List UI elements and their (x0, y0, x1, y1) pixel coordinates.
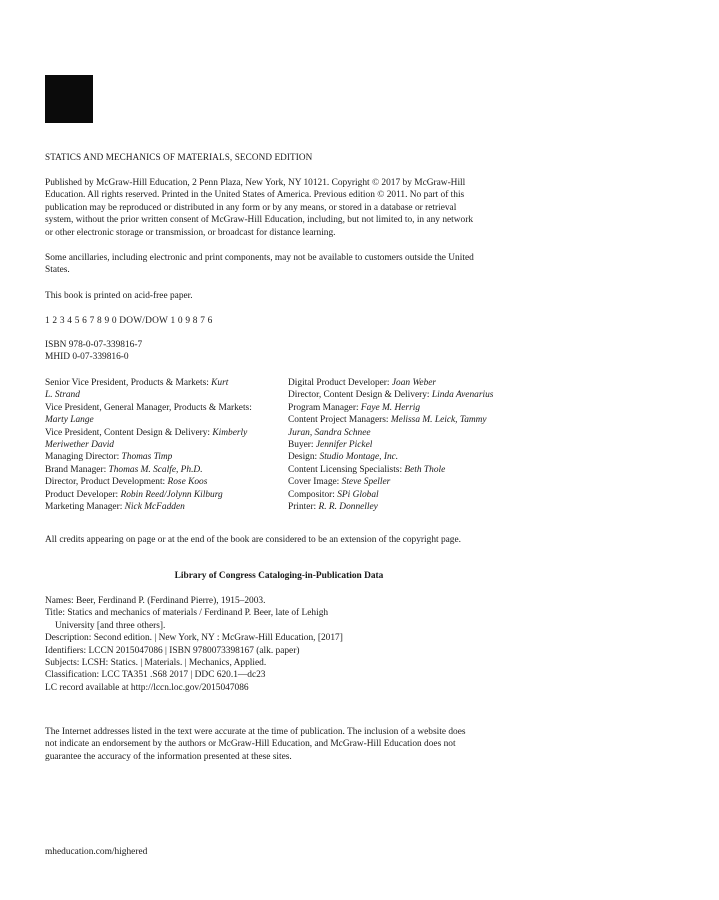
staff-name: Jennifer Pickel (315, 440, 373, 451)
loc-line: Description: Second edition. | New York, NY : McGraw-Hill Education, [2017] (45, 633, 343, 644)
staff-credits-left-column (45, 377, 281, 513)
staff-name: Studio Montage, Inc. (319, 452, 399, 463)
loc-line: Names: Beer, Ferdinand P. (Ferdinand Pierre), 1915–2003. (45, 596, 266, 606)
staff-name: Faye M. Herrig (360, 402, 421, 413)
book-title: STATICS AND MECHANICS OF MATERIALS, SECOND EDITION (45, 152, 313, 162)
internet-disclaimer (45, 726, 517, 763)
staff-entry (288, 439, 518, 451)
staff-role: Buyer: (288, 440, 316, 451)
staff-role: Compositor: (288, 489, 338, 500)
staff-entry (45, 414, 281, 426)
credits-note: All credits appearing on page or at the end of the book are considered to be an extension of the copyright page. (45, 535, 462, 545)
loc-line: Subjects: LCSH: Statics. | Materials. | Mechanics, Applied. (45, 658, 267, 669)
staff-entry (45, 451, 281, 463)
staff-name: Marty Lange (45, 415, 94, 426)
staff-name: Juran, Sandra Schnee (288, 427, 371, 438)
text-line: Education. All rights reserved. Printed in the United States of America. Previous edition © 2011. No part of this (45, 190, 465, 201)
staff-entry (45, 439, 281, 451)
staff-entry (45, 402, 281, 414)
staff-role: Content Project Managers: (288, 415, 391, 426)
staff-role: Vice President, Content Design & Delivery: (45, 427, 213, 438)
text-line: Some ancillaries, including electronic and print components, may not be available to customers outside the United (45, 253, 474, 263)
text-line: publication may be reproduced or distributed in any form or by any means, or stored in a database or retrieval (45, 202, 457, 213)
staff-role: Printer: (288, 502, 319, 513)
staff-name: R. R. Donnelley (318, 502, 378, 513)
publisher-logo-block (45, 75, 93, 123)
text-line: guarantee the accuracy of the information presented at these sites. (45, 751, 292, 762)
staff-entry (288, 427, 518, 439)
staff-role: Product Developer: (45, 489, 121, 500)
staff-name: Steve Speller (341, 477, 391, 488)
staff-entry (45, 377, 281, 389)
text-line: system, without the prior written consent of McGraw-Hill Education, including, but not limited to, in any network (45, 215, 474, 226)
acid-free-note: This book is printed on acid-free paper. (45, 291, 193, 301)
staff-credits-right-column (288, 377, 518, 513)
staff-entry (288, 451, 518, 463)
staff-entry (288, 501, 518, 513)
staff-role: Vice President, General Manager, Products & Markets: (45, 402, 252, 413)
staff-role: Program Manager: (288, 402, 361, 413)
staff-credits (45, 377, 517, 517)
staff-entry (45, 427, 281, 439)
text-line: The Internet addresses listed in the text were accurate at the time of publication. The inclusion of a website does (45, 727, 466, 737)
loc-heading: Library of Congress Cataloging-in-Publication Data (174, 571, 384, 581)
print-line: 1 2 3 4 5 6 7 8 9 0 DOW/DOW 1 0 9 8 7 6 (45, 316, 213, 326)
staff-entry (288, 377, 518, 389)
staff-role: Senior Vice President, Products & Markets: (45, 378, 212, 388)
staff-name: Meriwether David (45, 440, 114, 451)
staff-entry (45, 389, 281, 401)
staff-name: Nick McFadden (124, 502, 185, 513)
text-line: or other electronic storage or transmission, or broadcast for distance learning. (45, 227, 336, 238)
staff-name: L. Strand (45, 390, 80, 401)
staff-role: Brand Manager: (45, 464, 109, 475)
staff-role: Managing Director: (45, 452, 122, 463)
staff-role: Design: (288, 452, 320, 463)
text-line: not indicate an endorsement by the authors or McGraw-Hill Education, and McGraw-Hill Education does not (45, 739, 456, 750)
staff-name: Beth Thole (404, 464, 446, 475)
staff-role: Cover Image: (288, 477, 342, 488)
staff-name: Melissa M. Leick, Tammy (390, 415, 487, 426)
ancillaries-paragraph (45, 252, 517, 277)
staff-entry (288, 464, 518, 476)
footer-url: mheducation.com/highered (45, 847, 148, 857)
staff-entry (288, 414, 518, 426)
staff-name: Kimberly (212, 427, 248, 438)
staff-role: Director, Content Design & Delivery: (288, 390, 432, 401)
staff-entry (288, 402, 518, 414)
staff-name: Robin Reed/Jolynn Kilburg (120, 489, 223, 500)
loc-line: Identifiers: LCCN 2015047086 | ISBN 9780073398167 (alk. paper) (45, 645, 300, 656)
staff-role: Director, Product Development: (45, 477, 168, 488)
staff-entry (288, 476, 518, 488)
mhid: MHID 0-07-339816-0 (45, 352, 129, 363)
loc-line: University [and three others]. (55, 620, 166, 631)
isbn-block (45, 339, 517, 364)
staff-role: Digital Product Developer: (288, 378, 392, 388)
loc-line: Classification: LCC TA351 .S68 2017 | DDC 620.1—dc23 (45, 670, 266, 681)
isbn: ISBN 978-0-07-339816-7 (45, 340, 143, 350)
text-line: Published by McGraw-Hill Education, 2 Penn Plaza, New York, NY 10121. Copyright © 2017 by McGraw-Hill (45, 178, 466, 188)
staff-entry (45, 501, 281, 513)
staff-name: Thomas Timp (121, 452, 173, 463)
staff-role: Marketing Manager: (45, 502, 125, 513)
staff-entry (288, 389, 518, 401)
staff-name: Thomas M. Scalfe, Ph.D. (108, 464, 203, 475)
staff-name: Linda Avenarius (431, 390, 494, 401)
staff-name: SPi Global (337, 489, 379, 500)
staff-name: Kurt (211, 378, 229, 388)
staff-entry (288, 489, 518, 501)
loc-line: LC record available at http://lccn.loc.gov/2015047086 (45, 682, 249, 693)
staff-entry (45, 464, 281, 476)
publisher-paragraph (45, 177, 517, 239)
staff-role: Content Licensing Specialists: (288, 464, 405, 475)
staff-entry (45, 489, 281, 501)
loc-line: Title: Statics and mechanics of materials / Ferdinand P. Beer, late of Lehigh (45, 608, 329, 619)
staff-name: Joan Weber (391, 378, 437, 388)
loc-cataloging-data (45, 595, 517, 694)
staff-entry (45, 476, 281, 488)
text-line: States. (45, 265, 70, 276)
staff-name: Rose Koos (167, 477, 208, 488)
